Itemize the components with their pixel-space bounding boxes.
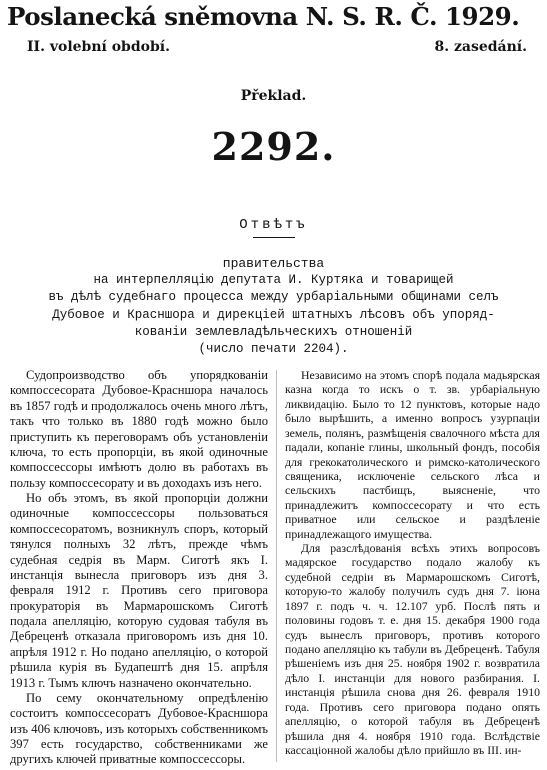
document-number: 2292. — [211, 124, 336, 169]
heading-underline — [253, 237, 295, 238]
subject-line: (число печати 2204). — [198, 342, 349, 357]
translation-label: Překlad. — [240, 88, 307, 104]
subject-line: на интерпелляцію депутата И. Куртяка и товарищей — [93, 273, 454, 287]
paragraph: Судопроизводство объ упорядкованіи компоссесората Дубовое-Красншора началось въ 1857 годѣ и продолжалось очень много лѣтъ, такъ что только въ 1880 годѣ можно было приступить къ переговорамъ объ установленіи ключа, то есть пропорціи, въ якой одиночные компоссессоры имѣютъ долю въ работахъ въ пользу компоссесорату и въ доходахъ изъ него. — [10, 368, 268, 490]
subject-line: Дубовое и Красншора и дирекціей штатныхъ лѣсовъ объ упоряд- — [52, 307, 495, 322]
electoral-period: II. volební období. — [27, 39, 170, 55]
subject-line: въ дѣлѣ судебнаго процесса между урбаріальными общинами селъ — [48, 290, 499, 305]
paragraph: Для разслѣдованія всѣхъ этихъ вопросовъ мадярское государство подало жалобу къ судебной седріи въ Мармарошскомъ Сиготѣ, которую-то жалобу получилъ судъ дня 7. іюна 1897 г. подъ ч. ч. 12.107 урб. Послѣ пять и половины годовъ т. е. дня 15. декабря 1900 года судъ вынеслъ приговоръ, противъ которого подано апелляцію къ табули въ Дебреценѣ. Табуля рѣшеніемъ изъ дня 25. ноября 1902 г. возвратила дѣло I. инстанціи для нового разбирания. I. инстанція рѣшила снова дня 26. февраля 1910 года. Противъ сего приговора подано опять апелляцію, о которой табуля въ Дебреценѣ рѣшила дня 4. ноября 1910 года. Вслѣдствіе кассаціонной жалобы дѣло прийшло въ III. ин- — [285, 541, 540, 757]
right-column — [285, 368, 540, 757]
left-column — [10, 368, 268, 768]
answer-heading: Отвѣтъ — [239, 217, 308, 233]
paragraph: Независимо на этомъ спорѣ подала мадьярская казна когда то искъ о т. зв. урбаріальную ликвидацію. Было то 12 пунктовъ, которые надо было вырѣшить, а именно вопросъ узурпаціи земель, полянъ, размѣщенія свалочного мѣста для падали, копаніе глины, школьный фондъ, пособія для грекокатолического и римско-католического священика, исключеніе сельского лѣса и сельскихъ пастбищъ, выясненіе, что принадлежитъ компоссесорату и что есть приватное или сельское и раздѣленіе принадлежащого имущества. — [285, 368, 540, 541]
page-title: Poslanecká sněmovna N. S. R. Č. 1929. — [7, 2, 520, 31]
government-line: правительства — [222, 256, 325, 271]
subject-line: кованіи землевладѣльческихъ отношеній — [134, 324, 413, 339]
paragraph: По сему окончательному опредѣленію состоитъ компоссесоратъ Дубовое-Красншора изъ 406 ключовъ, изъ которыхъ собственникомъ 397 есть государство, собственниками же другихъ ключей приватные компоссессоры. — [10, 690, 268, 767]
paragraph: Но объ этомъ, въ якой пропорціи должни одиночные компоссессоры пользоваться компоссесоратомъ, возникнулъ споръ, который тянулся полныхъ 32 лѣтъ, прежде чѣмъ судебная седрія въ Марм. Сиготѣ якъ I. инстанція вынесла приговоръ изъ дня 3. февраля 1912 г. Противъ сего приговора прокураторія въ Мармарошскомъ Сиготѣ подала апелляцію, которую судовая табуля въ Дебреценѣ отказала приговоромъ изъ дня 10. апрѣля 1912 г. Но подано апелляцію, о которой рѣшила курія въ Будапештѣ дня 15. апрѣля 1913 г. Тымъ ключъ назначено окончательно. — [10, 491, 268, 690]
interpellation-subject — [14, 272, 533, 358]
session-number: 8. zasedání. — [434, 39, 527, 55]
column-divider — [276, 370, 277, 762]
